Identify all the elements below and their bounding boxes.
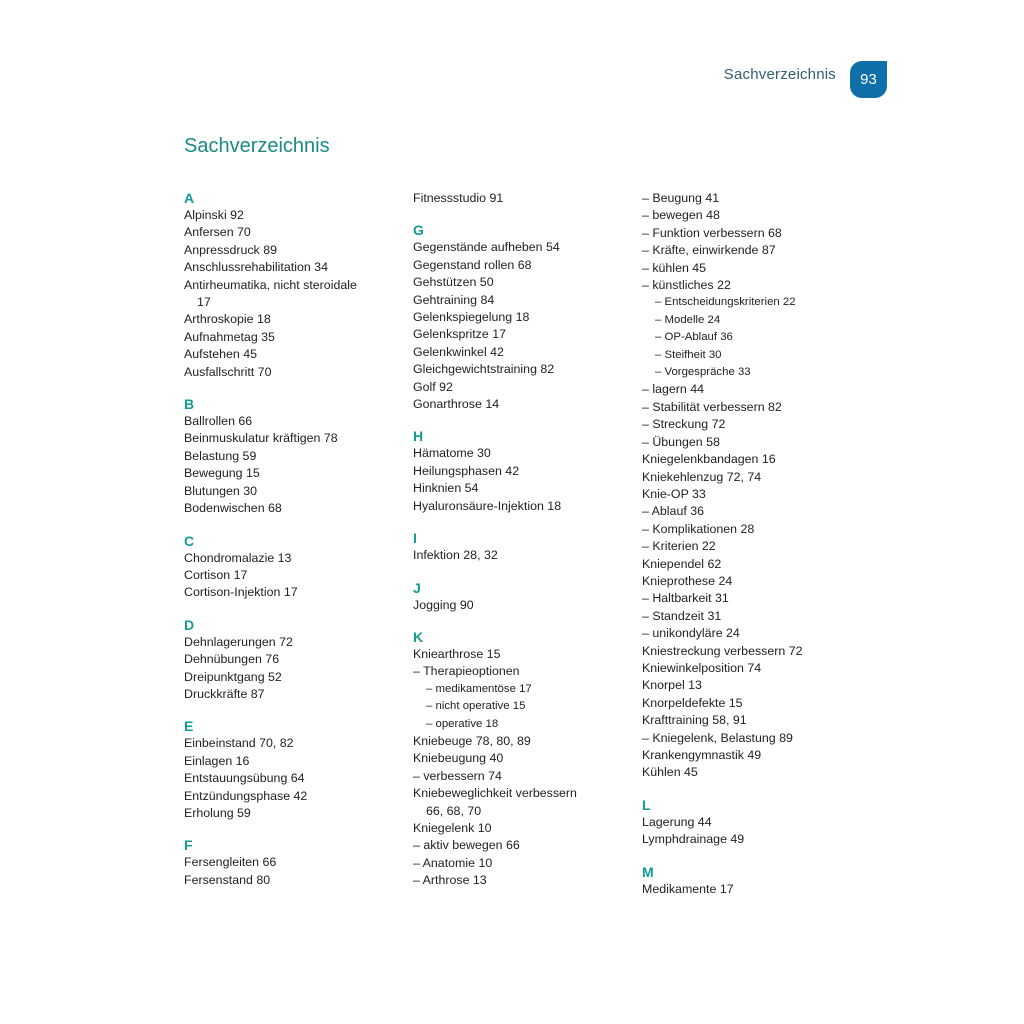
index-entry: Heilungsphasen 42	[413, 463, 520, 478]
index-subentry: – Haltbarkeit 31	[642, 591, 729, 606]
index-entry: Beinmuskulatur kräftigen 78	[184, 431, 338, 446]
index-subsubentry: – nicht operative 15	[426, 700, 526, 713]
index-subentry: – Funktion verbessern 68	[642, 225, 782, 240]
index-subentry: – verbessern 74	[413, 768, 502, 783]
index-entry: Hinknien 54	[413, 481, 479, 496]
index-entry: Fitnessstudio 91	[413, 191, 504, 205]
index-column-2	[413, 190, 628, 890]
index-subentry: – Beugung 41	[642, 191, 720, 205]
index-entry: Bewegung 15	[184, 466, 260, 481]
index-entry: Dehnübungen 76	[184, 652, 280, 667]
index-letter-heading: J	[413, 579, 421, 596]
section-gap	[184, 822, 399, 837]
index-subsubentry: – OP-Ablauf 36	[655, 331, 733, 344]
index-entry: Kniebeuge 78, 80, 89	[413, 733, 531, 748]
section-gap	[642, 782, 857, 797]
index-entry: Gehstützen 50	[413, 275, 494, 290]
section-gap	[184, 602, 399, 617]
index-letter-heading: C	[184, 532, 195, 549]
index-entry: Fersenstand 80	[184, 872, 271, 887]
index-entry: Blutungen 30	[184, 483, 258, 498]
index-letter-heading: I	[413, 530, 417, 547]
index-entry: Lagerung 44	[642, 814, 712, 829]
index-entry: Jogging 90	[413, 597, 474, 612]
index-subentry: – Arthrose 13	[413, 873, 487, 888]
index-subentry: – Stabilität verbessern 82	[642, 399, 782, 414]
index-letter-heading: E	[184, 718, 194, 735]
section-gap	[184, 703, 399, 718]
section-gap	[413, 515, 628, 530]
section-gap	[413, 207, 628, 222]
index-letter-heading: L	[642, 796, 651, 813]
index-entry: Druckkräfte 87	[184, 686, 265, 701]
index-entry: Hyaluronsäure-Injektion 18	[413, 498, 562, 513]
section-gap	[413, 614, 628, 629]
index-entry: Lymphdrainage 49	[642, 832, 745, 847]
index-subentry: – Ablauf 36	[642, 504, 705, 519]
index-entry: Dehnlagerungen 72	[184, 634, 293, 649]
index-entry: Gelenkspritze 17	[413, 327, 506, 342]
index-entry: Cortison-Injektion 17	[184, 585, 298, 600]
index-entry: Hämatome 30	[413, 446, 491, 461]
index-entry: Antirheumatika, nicht steroidale	[184, 277, 357, 292]
index-entry: Knorpeldefekte 15	[642, 695, 743, 710]
index-subsubentry: – Vorgespräche 33	[655, 366, 751, 379]
index-entry: Bodenwischen 68	[184, 501, 282, 516]
index-subentry: – Streckung 72	[642, 417, 726, 432]
index-entry: Kniekehlenzug 72, 74	[642, 469, 762, 484]
index-entry: Gehtraining 84	[413, 292, 495, 307]
index-entry: Anschlussrehabilitation 34	[184, 260, 328, 275]
index-subsubentry: – operative 18	[426, 717, 499, 730]
running-head-title: Sachverzeichnis	[723, 66, 836, 83]
section-gap	[184, 381, 399, 396]
index-letter-heading: G	[413, 222, 424, 239]
index-column-3	[642, 190, 857, 898]
index-letter-heading: H	[413, 428, 424, 445]
index-entry: Aufnahmetag 35	[184, 329, 275, 344]
index-subsubentry: – Modelle 24	[655, 313, 721, 326]
index-entry: Gonarthrose 14	[413, 397, 500, 412]
index-entry: Kniependel 62	[642, 556, 722, 571]
index-letter-heading: B	[184, 396, 195, 413]
index-subentry: – Kniegelenk, Belastung 89	[642, 730, 793, 745]
index-entry: Anpressdruck 89	[184, 242, 277, 257]
index-entry: Knieprothese 24	[642, 573, 733, 588]
section-gap	[413, 413, 628, 428]
index-entry: Gleichgewichtstraining 82	[413, 362, 555, 377]
index-entry: Fersengleiten 66	[184, 855, 277, 870]
page-title: Sachverzeichnis	[184, 135, 330, 157]
index-subentry: – Übungen 58	[642, 434, 720, 449]
index-column-1	[184, 190, 399, 889]
index-entry: Arthroskopie 18	[184, 312, 271, 327]
index-entry: Kniestreckung verbessern 72	[642, 643, 803, 658]
index-entry-continuation: 17	[197, 295, 211, 310]
index-entry: Kniewinkelposition 74	[642, 660, 762, 675]
index-letter-heading: F	[184, 837, 193, 854]
index-entry: Knorpel 13	[642, 678, 702, 693]
index-entry: Einlagen 16	[184, 753, 250, 768]
index-entry-continuation: 66, 68, 70	[426, 803, 482, 818]
index-subentry: – Standzeit 31	[642, 608, 722, 623]
index-subsubentry: – Entscheidungskriterien 22	[655, 296, 796, 309]
index-letter-heading: K	[413, 628, 424, 645]
index-entry: Einbeinstand 70, 82	[184, 736, 294, 751]
index-subentry: – kühlen 45	[642, 260, 707, 275]
index-subentry: – künstliches 22	[642, 278, 731, 293]
index-letter-heading: M	[642, 863, 654, 880]
index-subentry: – Anatomie 10	[413, 855, 493, 870]
section-gap	[184, 518, 399, 533]
page-number-badge: 93	[850, 61, 887, 98]
index-letter-heading: D	[184, 616, 195, 633]
index-entry: Kniebeweglichkeit verbessern	[413, 786, 577, 801]
index-entry: Gelenkspiegelung 18	[413, 310, 530, 325]
index-entry: Dreipunktgang 52	[184, 669, 282, 684]
index-entry: Kniegelenk 10	[413, 820, 492, 835]
index-subentry: – Komplikationen 28	[642, 521, 755, 536]
index-entry: Aufstehen 45	[184, 347, 258, 362]
index-entry: Knie-OP 33	[642, 486, 706, 501]
index-entry: Alpinski 92	[184, 208, 244, 222]
index-entry: Gegenstand rollen 68	[413, 257, 532, 272]
index-entry: Erholung 59	[184, 805, 251, 820]
index-entry: Entstauungsübung 64	[184, 771, 305, 786]
index-subentry: – Kräfte, einwirkende 87	[642, 243, 776, 258]
index-entry: Infektion 28, 32	[413, 548, 498, 563]
index-entry: Krafttraining 58, 91	[642, 713, 747, 728]
index-entry: Belastung 59	[184, 448, 257, 463]
index-letter-heading: A	[184, 190, 195, 206]
index-entry: Krankengymnastik 49	[642, 748, 762, 762]
index-entry: Ballrollen 66	[184, 414, 253, 429]
index-subsubentry: – medikamentöse 17	[426, 682, 532, 695]
index-entry: Kniegelenkbandagen 16	[642, 452, 776, 467]
index-subentry: – lagern 44	[642, 382, 705, 397]
section-gap	[413, 565, 628, 580]
index-entry: Anfersen 70	[184, 225, 251, 240]
index-entry: Chondromalazie 13	[184, 550, 292, 565]
index-entry: Gegenstände aufheben 54	[413, 240, 560, 255]
index-subentry: – aktiv bewegen 66	[413, 838, 520, 853]
index-subentry: – unikondyläre 24	[642, 626, 740, 641]
index-entry: Gelenkwinkel 42	[413, 344, 504, 359]
index-entry: Ausfallschritt 70	[184, 364, 272, 379]
index-entry: Cortison 17	[184, 567, 248, 582]
index-entry: Medikamente 17	[642, 881, 734, 896]
index-subentry: – Therapieoptionen	[413, 664, 520, 679]
index-entry: Kniebeugung 40	[413, 751, 504, 766]
section-gap	[642, 849, 857, 864]
index-subsubentry: – Steifheit 30	[655, 348, 722, 361]
index-subentry: – bewegen 48	[642, 208, 720, 223]
index-entry: Entzündungsphase 42	[184, 788, 308, 803]
index-entry: Kühlen 45	[642, 765, 698, 780]
index-entry: Golf 92	[413, 379, 453, 394]
index-subentry: – Kriterien 22	[642, 539, 716, 554]
index-entry: Kniearthrose 15	[413, 646, 501, 661]
